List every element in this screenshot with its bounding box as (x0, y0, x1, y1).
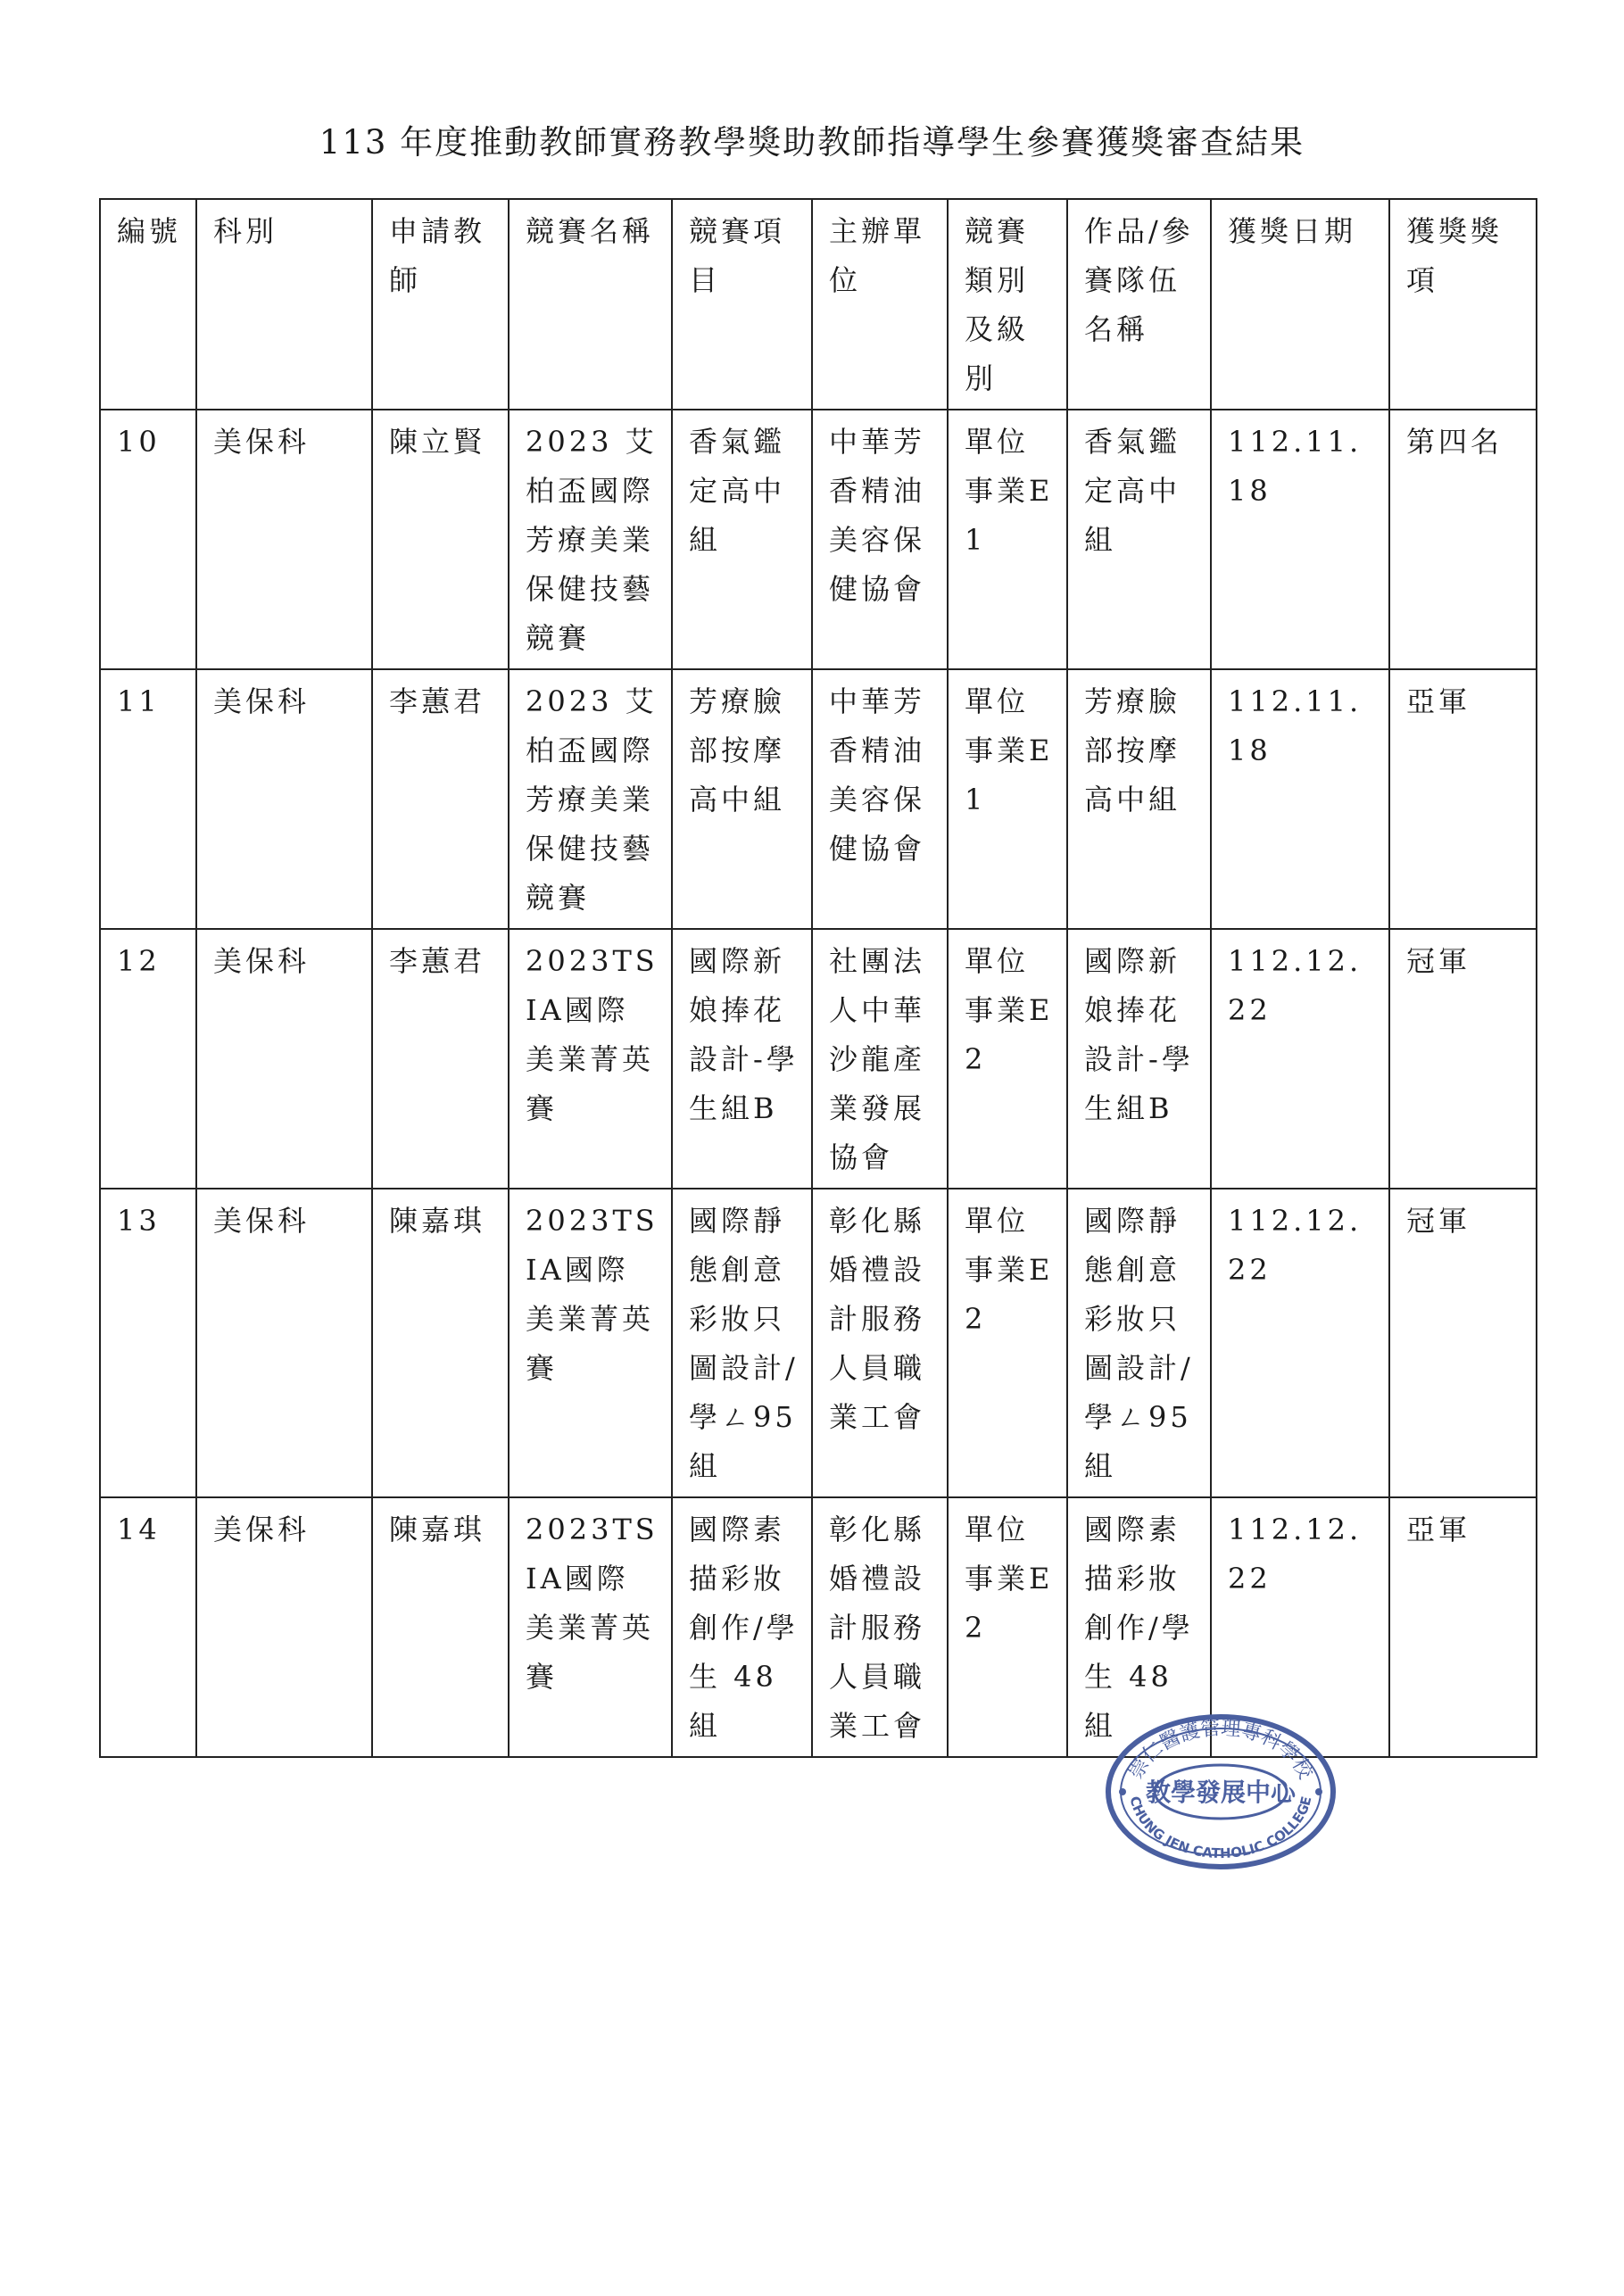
cell-event: 國際靜態創意彩妝只圖設計/學ㄥ95 組 (672, 1189, 812, 1497)
cell-no: 13 (100, 1189, 196, 1497)
header-cell-dept: 科別 (196, 199, 372, 410)
seal-top-text: 崇仁醫護管理專科學校 (1124, 1717, 1317, 1783)
cell-event: 香氣鑑定高中組 (672, 410, 812, 669)
cell-award: 冠軍 (1389, 1189, 1537, 1497)
cell-no: 12 (100, 929, 196, 1189)
cell-category: 單位事業E2 (948, 1497, 1067, 1757)
cell-award: 第四名 (1389, 410, 1537, 669)
cell-competition: 2023TSIA國際美業菁英賽 (509, 1189, 672, 1497)
seal-bottom-text: CHUNG JEN CATHOLIC COLLEGE (1126, 1795, 1315, 1862)
header-cell-event: 競賽項目 (672, 199, 812, 410)
cell-teacher: 李蕙君 (372, 669, 509, 929)
cell-event: 國際素描彩妝創作/學生 48 組 (672, 1497, 812, 1757)
cell-dept: 美保科 (196, 410, 372, 669)
table-row (100, 669, 1537, 929)
cell-dept: 美保科 (196, 929, 372, 1189)
cell-teacher: 陳嘉琪 (372, 1497, 509, 1757)
cell-organizer: 彰化縣婚禮設計服務人員職業工會 (812, 1189, 948, 1497)
cell-team: 芳療臉部按摩高中組 (1067, 669, 1211, 929)
cell-competition: 2023 艾柏盃國際芳療美業保健技藝競賽 (509, 669, 672, 929)
cell-no: 10 (100, 410, 196, 669)
cell-team: 國際新娘捧花設計-學生組B (1067, 929, 1211, 1189)
cell-date: 112.11.18 (1211, 410, 1389, 669)
cell-competition: 2023TSIA國際美業菁英賽 (509, 929, 672, 1189)
header-cell-teacher: 申請教師 (372, 199, 509, 410)
cell-organizer: 中華芳香精油美容保健協會 (812, 669, 948, 929)
header-cell-no: 編號 (100, 199, 196, 410)
cell-event: 芳療臉部按摩高中組 (672, 669, 812, 929)
cell-category: 單位事業E1 (948, 410, 1067, 669)
cell-dept: 美保科 (196, 1497, 372, 1757)
cell-organizer: 中華芳香精油美容保健協會 (812, 410, 948, 669)
cell-award: 亞軍 (1389, 1497, 1537, 1757)
page-title: 113 年度推動教師實務教學獎助教師指導學生參賽獲獎審查結果 (319, 123, 1305, 162)
awards-table (99, 198, 1537, 1758)
cell-organizer: 社團法人中華沙龍產業發展協會 (812, 929, 948, 1189)
svg-text:崇仁醫護管理專科學校 (1125, 1718, 1317, 1784)
cell-team: 國際靜態創意彩妝只圖設計/學ㄥ95 組 (1067, 1189, 1211, 1497)
cell-award: 亞軍 (1389, 669, 1537, 929)
cell-no: 14 (100, 1497, 196, 1757)
header-cell-category: 競賽類別及級別 (948, 199, 1067, 410)
cell-competition: 2023 艾柏盃國際芳療美業保健技藝競賽 (509, 410, 672, 669)
header-cell-organizer: 主辦單位 (812, 199, 948, 410)
cell-category: 單位事業E2 (948, 1189, 1067, 1497)
cell-date: 112.12.22 (1211, 1497, 1389, 1757)
cell-dept: 美保科 (196, 669, 372, 929)
cell-date: 112.12.22 (1211, 1189, 1389, 1497)
table-row (100, 929, 1537, 1189)
cell-date: 112.12.22 (1211, 929, 1389, 1189)
cell-event: 國際新娘捧花設計-學生組B (672, 929, 812, 1189)
seal-center-text: 教學發展中心 (1145, 1778, 1297, 1807)
cell-competition: 2023TSIA國際美業菁英賽 (509, 1497, 672, 1757)
college-seal-stamp (1103, 1712, 1338, 1872)
cell-date: 112.11.18 (1211, 669, 1389, 929)
table-row (100, 410, 1537, 669)
table-header-row (100, 199, 1537, 410)
header-cell-team: 作品/參賽隊伍名稱 (1067, 199, 1211, 410)
cell-award: 冠軍 (1389, 929, 1537, 1189)
cell-category: 單位事業E2 (948, 929, 1067, 1189)
table-row (100, 1189, 1537, 1497)
cell-no: 11 (100, 669, 196, 929)
seal-graphic (1103, 1712, 1338, 1872)
cell-organizer: 彰化縣婚禮設計服務人員職業工會 (812, 1497, 948, 1757)
cell-category: 單位事業E1 (948, 669, 1067, 929)
header-cell-competition: 競賽名稱 (509, 199, 672, 410)
cell-teacher: 陳立賢 (372, 410, 509, 669)
header-cell-date: 獲獎日期 (1211, 199, 1389, 410)
cell-team: 國際素描彩妝創作/學生 48 組 (1067, 1497, 1211, 1757)
cell-team: 香氣鑑定高中組 (1067, 410, 1211, 669)
cell-teacher: 陳嘉琪 (372, 1189, 509, 1497)
header-cell-award: 獲獎獎項 (1389, 199, 1537, 410)
cell-dept: 美保科 (196, 1189, 372, 1497)
cell-teacher: 李蕙君 (372, 929, 509, 1189)
